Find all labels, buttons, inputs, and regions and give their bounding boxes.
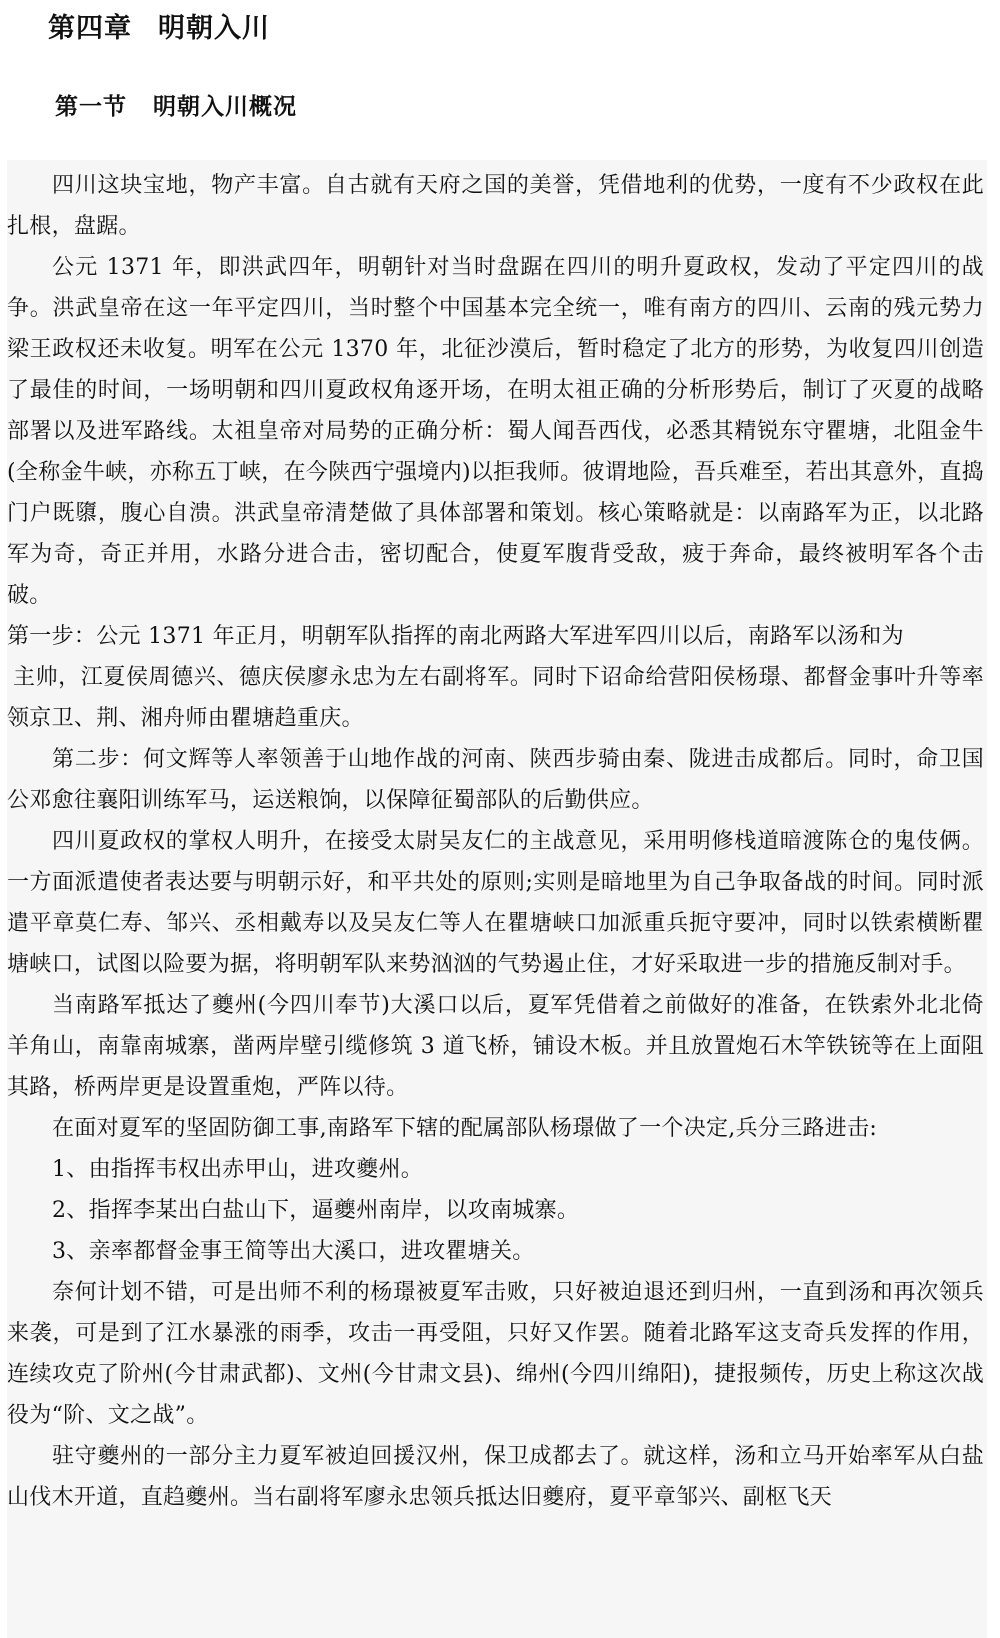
paragraph-advance-kuizhou: 驻守夔州的一部分主力夏军被迫回援汉州，保卫成都去了。就这样，汤和立马开始率军从白盐山伐木开道，直趋夔州。当右副将军廖永忠领兵抵达旧夔府，夏平章邹兴、副枢飞天 (7, 1444, 984, 1510)
chapter-title (48, 6, 270, 45)
section-name: 明朝入川概况 (153, 93, 297, 120)
list-item-route-2: 2、指挥李某出白盐山下，逼夔州南岸，以攻南城寨。 (52, 1198, 580, 1223)
list-item-route-1: 1、由指挥韦权出赤甲山，进攻夔州。 (52, 1157, 424, 1182)
paragraph-step-one-continued: 主帅，江夏侯周德兴、德庆侯廖永忠为左右副将军。同时下诏命给营阳侯杨璟、都督金事叶升等率领京卫、荆、湘舟师由瞿塘趋重庆。 (7, 665, 984, 731)
list-item-route-3: 3、亲率都督金事王简等出大溪口，进攻瞿塘关。 (52, 1239, 535, 1264)
body-text (7, 160, 987, 1638)
chapter-number: 第四章 (48, 13, 132, 44)
paragraph-campaign-result: 奈何计划不错，可是出师不利的杨璟被夏军击败，只好被迫退还到归州，一直到汤和再次领兵来袭，可是到了江水暴涨的雨季，攻击一再受阻，只好又作罢。随着北路军这支奇兵发挥的作用，连续攻克了阶州(今甘肃武都)、文州(今甘肃文县)、绵州(今四川绵阳)，捷报频传，历史上称这次战役为“阶、文之战”。 (7, 1280, 984, 1428)
paragraph-background: 公元 1371 年，即洪武四年，明朝针对当时盘踞在四川的明升夏政权，发动了平定四川的战争。洪武皇帝在这一年平定四川，当时整个中国基本完全统一，唯有南方的四川、云南的残元势力梁王政权还未收复。明军在公元 1370 年，北征沙漠后，暂时稳定了北方的形势，为收复四川创造了最佳的时间，一场明朝和四川夏政权角逐开场，在明太祖正确的分析形势后，制订了灭夏的战略部署以及进军路线。太祖皇帝对局势的正确分析：蜀人闻吾西伐，必悉其精锐东守瞿塘，北阻金牛(全称金牛峡，亦称五丁峡，在今陕西宁强境内)以拒我师。彼谓地险，吾兵难至，若出其意外，直捣门户既隳，腹心自溃。洪武皇帝清楚做了具体部署和策划。核心策略就是：以南路军为正，以北路军为奇，奇正并用，水路分进合击，密切配合，使夏军腹背受敌，疲于奔命，最终被明军各个击破。 (7, 255, 984, 608)
section-title (55, 88, 297, 121)
paragraph-xia-strategy: 四川夏政权的掌权人明升，在接受太尉吴友仁的主战意见，采用明修栈道暗渡陈仓的鬼伎俩。一方面派遣使者表达要与明朝示好，和平共处的原则;实则是暗地里为自己争取备战的时间。同时派遣平章莫仁寿、邹兴、丞相戴寿以及吴友仁等人在瞿塘峡口加派重兵扼守要冲，同时以铁索横断瞿塘峡口，试图以险要为据，将明朝军队来势汹汹的气势遏止住，才好采取进一步的措施反制对手。 (7, 829, 984, 977)
section-number: 第一节 (55, 93, 127, 120)
paragraph-three-routes: 在面对夏军的坚固防御工事,南路军下辖的配属部队杨璟做了一个决定,兵分三路进击: (52, 1116, 878, 1141)
paragraph-intro: 四川这块宝地，物产丰富。自古就有天府之国的美誉，凭借地利的优势，一度有不少政权在此扎根，盘踞。 (7, 173, 984, 239)
paragraph-step-one: 第一步：公元 1371 年正月，明朝军队指挥的南北两路大军进军四川以后，南路军以汤和为 (7, 624, 904, 649)
paragraph-kuizhou-defense: 当南路军抵达了夔州(今四川奉节)大溪口以后，夏军凭借着之前做好的准备，在铁索外北北倚羊角山，南靠南城寨，凿两岸壁引缆修筑 3 道飞桥，铺设木板。并且放置炮石木竿铁铳等在上面阻其路，桥两岸更是设置重炮，严阵以待。 (7, 993, 984, 1100)
paragraph-step-two: 第二步：何文辉等人率领善于山地作战的河南、陕西步骑由秦、陇进击成都后。同时，命卫国公邓愈往襄阳训练军马，运送粮饷，以保障征蜀部队的后勤供应。 (7, 747, 984, 813)
chapter-name: 明朝入川 (158, 13, 270, 44)
